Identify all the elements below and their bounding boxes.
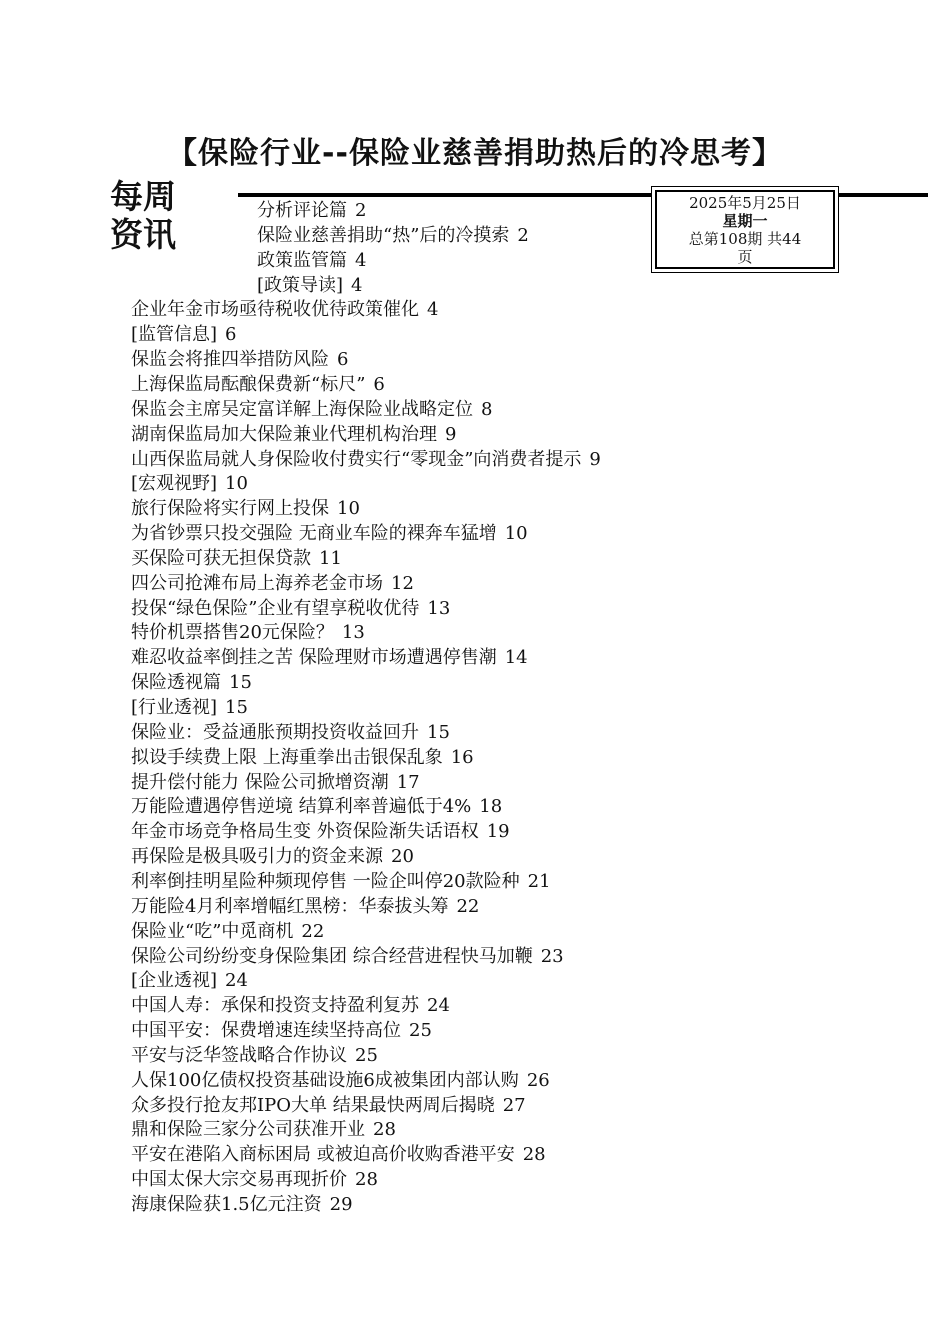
toc-entry-page: 14 xyxy=(504,647,528,669)
toc-entry-title: 提升偿付能力 保险公司掀增资潮 xyxy=(131,771,389,793)
toc-entry-page: 8 xyxy=(481,398,493,420)
toc-entry-page: 21 xyxy=(527,870,551,892)
toc-entry-title: 保险公司纷纷变身保险集团 综合经营进程快马加鞭 xyxy=(131,945,533,967)
toc-entry-page: 18 xyxy=(479,796,503,818)
toc-entry[interactable] xyxy=(131,473,248,495)
toc-entry-page: 23 xyxy=(540,945,564,967)
toc-entry-page: 25 xyxy=(409,1020,432,1042)
toc-entry-title: 保监会主席吴定富详解上海保险业战略定位 xyxy=(131,398,473,420)
toc-entry-title: 万能险遭遇停售逆境 结算利率普遍低于4% xyxy=(131,796,472,818)
toc-entry[interactable] xyxy=(131,970,248,992)
toc-entry-title: 特价机票搭售20元保险？ xyxy=(131,622,334,644)
toc-entry-page: 29 xyxy=(329,1194,353,1215)
toc-entry[interactable] xyxy=(257,250,366,272)
toc-entry[interactable] xyxy=(131,399,492,421)
issue-info-box xyxy=(651,186,839,273)
toc-entry-page: 4 xyxy=(355,249,367,271)
toc-entry-page: 4 xyxy=(351,274,363,296)
toc-entry-page: 6 xyxy=(337,349,349,371)
toc-entry-title: 湖南保监局加大保险兼业代理机构治理 xyxy=(131,423,437,445)
toc-entry[interactable] xyxy=(131,1045,378,1067)
toc-entry-title: 旅行保险将实行网上投保 xyxy=(131,498,329,520)
toc-entry-title: 保险业“吃”中觅商机 xyxy=(131,920,294,942)
toc-entry-page: 24 xyxy=(427,995,450,1017)
toc-entry-title: 政策监管篇 xyxy=(257,249,347,271)
toc-entry[interactable] xyxy=(131,647,528,669)
toc-entry-title: 拟设手续费上限 上海重拳出击银保乱象 xyxy=(131,746,443,768)
toc-entry-page: 27 xyxy=(502,1094,526,1116)
toc-entry[interactable] xyxy=(131,324,237,346)
toc-entry[interactable] xyxy=(131,672,252,694)
toc-entry-title: 平安与泛华签战略合作协议 xyxy=(131,1044,347,1066)
toc-entry[interactable] xyxy=(131,1119,396,1141)
toc-entry[interactable] xyxy=(131,449,601,471)
toc-entry-page: 11 xyxy=(319,547,342,569)
toc-entry-page: 6 xyxy=(373,373,385,395)
issue-pages-suffix: 页 xyxy=(737,248,753,266)
toc-entry-page: 28 xyxy=(522,1144,546,1166)
toc-entry-title: 上海保监局酝酿保费新“标尺” xyxy=(131,373,366,395)
toc-entry-title: 众多投行抢友邦IPO大单 结果最快两周后揭晓 xyxy=(131,1094,495,1116)
toc-entry-page: 19 xyxy=(486,821,510,843)
issue-weekday: 星期一 xyxy=(722,212,768,230)
toc-entry-title: 平安在港陷入商标困局 或被迫高价收购香港平安 xyxy=(131,1144,515,1166)
toc-entry-title: 利率倒挂明星险种频现停售 一险企叫停20款险种 xyxy=(131,870,520,892)
toc-entry-page: 22 xyxy=(456,895,480,917)
toc-entry-title: 买保险可获无担保贷款 xyxy=(131,547,311,569)
toc-entry[interactable] xyxy=(131,1194,353,1216)
toc-entry-title: 为省钞票只投交强险 无商业车险的裸奔车猛增 xyxy=(131,523,497,545)
issue-info-inner xyxy=(655,190,835,269)
toc-entry-page: 9 xyxy=(589,448,601,470)
toc-entry-title: 难忍收益率倒挂之苦 保险理财市场遭遇停售潮 xyxy=(131,647,497,669)
toc-entry-page: 28 xyxy=(355,1169,378,1191)
toc-entry-page: 16 xyxy=(450,746,474,768)
toc-entry[interactable] xyxy=(131,299,438,321)
issue-number: 总第108期 共44 xyxy=(688,230,802,248)
toc-entry-page: 9 xyxy=(445,423,457,445)
toc-entry-title: 保险透视篇 xyxy=(131,672,221,694)
toc-entry[interactable] xyxy=(257,200,366,222)
toc-entry-title: 中国人寿：承保和投资支持盈利复苏 xyxy=(131,995,419,1017)
toc-entry[interactable] xyxy=(257,275,363,297)
toc-entry-page: 24 xyxy=(225,970,248,992)
toc-entry[interactable] xyxy=(131,498,360,520)
toc-entry-title: 分析评论篇 xyxy=(257,200,347,221)
toc-entry-page: 10 xyxy=(337,498,360,520)
toc-entry-page: 15 xyxy=(225,697,248,718)
toc-entry[interactable] xyxy=(131,871,551,893)
toc-entry[interactable] xyxy=(131,573,414,595)
toc-entry-page: 15 xyxy=(229,672,252,694)
toc-entry[interactable] xyxy=(131,921,324,943)
toc-entry-title: [政策导读] xyxy=(257,274,344,296)
toc-entry[interactable] xyxy=(131,1169,378,1191)
toc-entry-title: 年金市场竞争格局生变 外资保险渐失话语权 xyxy=(131,821,479,843)
document-title: 【保险行业--保险业慈善捐助热后的冷思考】 xyxy=(167,136,783,171)
newsletter-brand xyxy=(110,178,176,254)
toc-entry-title: 中国平安：保费增速连续坚持高位 xyxy=(131,1020,401,1042)
toc-entry[interactable] xyxy=(131,1144,546,1166)
toc-entry-page: 22 xyxy=(301,920,325,942)
toc-entry-title: 鼎和保险三家分公司获准开业 xyxy=(131,1119,365,1141)
toc-entry-page: 13 xyxy=(341,622,365,644)
toc-entry-title: 人保100亿债权投资基础设施6成被集团内部认购 xyxy=(131,1069,519,1091)
toc-entry-title: [监管信息] xyxy=(131,324,218,346)
toc-entry-page: 25 xyxy=(355,1044,378,1066)
toc-entry-title: 万能险4月利率增幅红黑榜：华泰拔头筹 xyxy=(131,895,449,917)
toc-entry-title: 山西保监局就人身保险收付费实行“零现金”向消费者提示 xyxy=(131,448,582,470)
toc-entry[interactable] xyxy=(131,349,348,371)
toc-entry-title: 中国太保大宗交易再现折价 xyxy=(131,1169,347,1191)
toc-entry[interactable] xyxy=(131,946,564,968)
toc-entry[interactable] xyxy=(131,722,450,744)
toc-entry[interactable] xyxy=(131,1095,526,1117)
toc-entry[interactable] xyxy=(131,772,420,794)
toc-entry[interactable] xyxy=(131,821,510,843)
toc-entry-page: 10 xyxy=(504,523,528,545)
toc-entry[interactable] xyxy=(131,796,502,818)
toc-entry-page: 13 xyxy=(427,597,451,619)
brand-line-2: 资讯 xyxy=(110,215,176,254)
toc-entry-title: 四公司抢滩布局上海养老金市场 xyxy=(131,572,383,594)
toc-entry[interactable] xyxy=(131,598,450,620)
toc-entry[interactable] xyxy=(131,995,450,1017)
toc-entry-page: 6 xyxy=(225,324,237,346)
toc-entry[interactable] xyxy=(131,523,528,545)
toc-entry[interactable] xyxy=(131,747,474,769)
toc-entry-page: 4 xyxy=(427,299,439,321)
toc-entry-page: 10 xyxy=(225,473,248,495)
toc-entry[interactable] xyxy=(131,697,248,719)
toc-entry-page: 2 xyxy=(355,200,367,221)
toc-entry[interactable] xyxy=(131,622,365,644)
toc-entry-title: 保险业慈善捐助“热”后的冷摸索 xyxy=(257,224,510,246)
toc-entry[interactable] xyxy=(131,424,456,446)
toc-entry[interactable] xyxy=(131,1020,432,1042)
toc-entry[interactable] xyxy=(131,1070,550,1092)
toc-entry-title: 保险业：受益通胀预期投资收益回升 xyxy=(131,721,419,743)
toc-entry-page: 15 xyxy=(427,721,450,743)
toc-entry-title: 保监会将推四举措防风险 xyxy=(131,349,329,371)
toc-entry[interactable] xyxy=(131,374,385,396)
toc-entry[interactable] xyxy=(131,846,414,868)
toc-entry[interactable] xyxy=(131,548,342,570)
toc-entry-page: 20 xyxy=(391,846,414,868)
toc-entry-page: 26 xyxy=(526,1069,550,1091)
toc-entry-title: [行业透视] xyxy=(131,697,218,718)
toc-entry-title: [企业透视] xyxy=(131,970,218,992)
issue-date: 2025年5月25日 xyxy=(689,194,801,212)
toc-entry[interactable] xyxy=(131,896,479,918)
toc-entry-title: 投保“绿色保险”企业有望享税收优待 xyxy=(131,597,420,619)
toc-entry[interactable] xyxy=(257,225,529,247)
toc-entry-title: 再保险是极具吸引力的资金来源 xyxy=(131,846,383,868)
toc-entry-title: 海康保险获1.5亿元注资 xyxy=(131,1194,322,1215)
toc-entry-title: 企业年金市场亟待税收优待政策催化 xyxy=(131,299,419,321)
toc-entry-page: 17 xyxy=(396,771,420,793)
toc-entry-page: 12 xyxy=(391,572,414,594)
brand-line-1: 每周 xyxy=(110,177,176,216)
toc-entry-page: 28 xyxy=(373,1119,396,1141)
toc-entry-title: [宏观视野] xyxy=(131,473,218,495)
toc-entry-page: 2 xyxy=(517,224,529,246)
